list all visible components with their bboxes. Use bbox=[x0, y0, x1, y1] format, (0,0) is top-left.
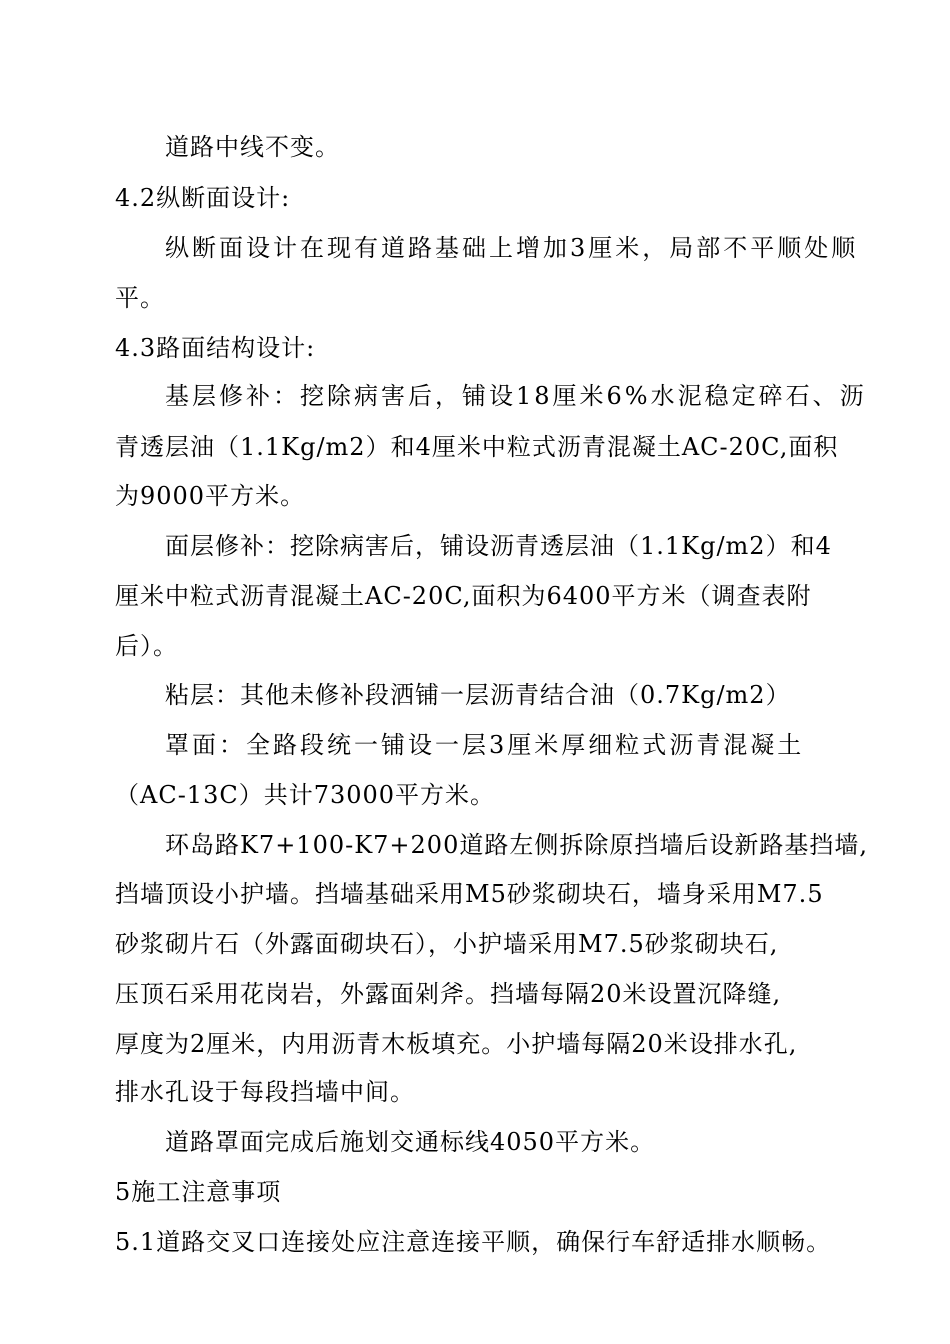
paragraph-line: 道路罩面完成后施划交通标线4050平方米。 bbox=[165, 1128, 656, 1156]
paragraph-line: （AC-13C）共计73000平方米。 bbox=[115, 781, 496, 809]
paragraph-line: 青透层油（1.1Kg/m2）和4厘米中粒式沥青混凝土AC-20C,面积 bbox=[115, 433, 839, 461]
paragraph-line: 为9000平方米。 bbox=[115, 482, 306, 510]
paragraph-line: 厘米中粒式沥青混凝土AC-20C,面积为6400平方米（调查表附 bbox=[115, 582, 812, 610]
paragraph-line: 环岛路K7+100-K7+200道路左侧拆除原挡墙后设新路基挡墙, bbox=[165, 831, 868, 859]
paragraph-line: 挡墙顶设小护墙。挡墙基础采用M5砂浆砌块石，墙身采用M7.5 bbox=[115, 880, 824, 908]
paragraph-line: 砂浆砌片石（外露面砌块石），小护墙采用M7.5砂浆砌块石, bbox=[115, 930, 779, 958]
paragraph-line: 后）。 bbox=[115, 632, 178, 660]
paragraph-line: 道路中线不变。 bbox=[165, 133, 340, 161]
paragraph-line: 粘层：其他未修补段洒铺一层沥青结合油（0.7Kg/m2） bbox=[165, 681, 791, 709]
section-heading-5: 5施工注意事项 bbox=[115, 1178, 282, 1206]
section-heading-4-3: 4.3路面结构设计: bbox=[115, 334, 316, 362]
paragraph-line: 平。 bbox=[115, 284, 165, 312]
paragraph-line: 厚度为2厘米，内用沥青木板填充。小护墙每隔20米设排水孔, bbox=[115, 1030, 798, 1058]
paragraph-line: 纵断面设计在现有道路基础上增加3厘米，局部不平顺处顺 bbox=[165, 234, 859, 262]
paragraph-line: 压顶石采用花岗岩，外露面剁斧。挡墙每隔20米设置沉降缝, bbox=[115, 980, 782, 1008]
section-heading-5-1: 5.1道路交叉口连接处应注意连接平顺，确保行车舒适排水顺畅。 bbox=[115, 1228, 832, 1256]
paragraph-line: 罩面：全路段统一铺设一层3厘米厚细粒式沥青混凝土 bbox=[165, 731, 805, 759]
paragraph-line: 排水孔设于每段挡墙中间。 bbox=[115, 1078, 415, 1106]
paragraph-line: 面层修补：挖除病害后，铺设沥青透层油（1.1Kg/m2）和4 bbox=[165, 532, 832, 560]
section-heading-4-2: 4.2纵断面设计: bbox=[115, 184, 291, 212]
paragraph-line: 基层修补：挖除病害后，铺设18厘米6%水泥稳定碎石、沥 bbox=[165, 382, 867, 410]
